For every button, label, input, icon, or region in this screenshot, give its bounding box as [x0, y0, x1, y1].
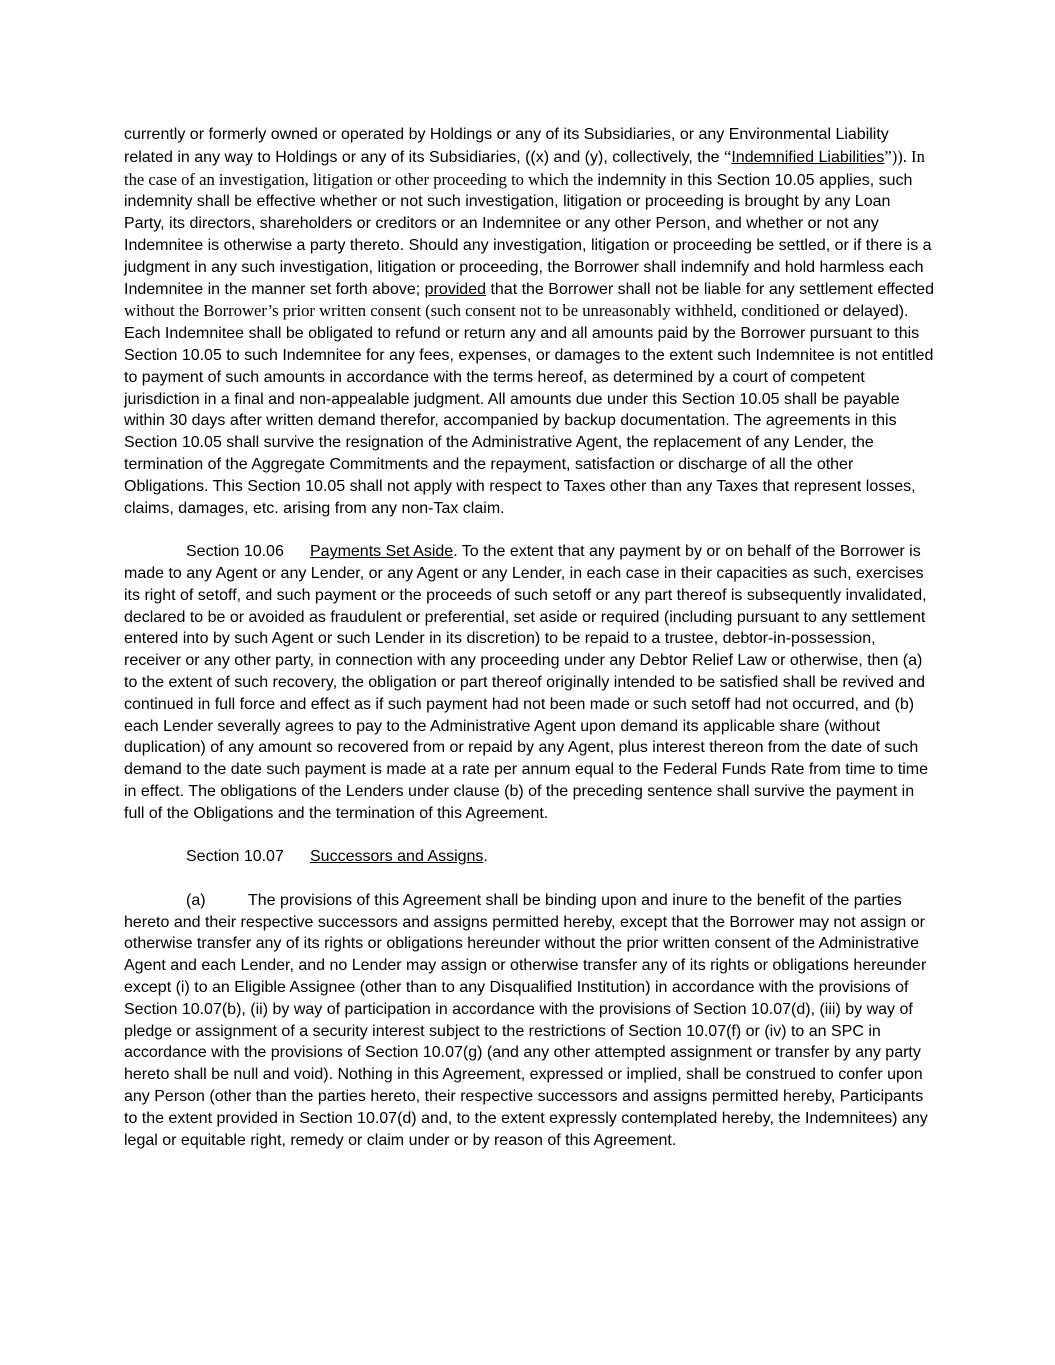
- section-10-07-title-period: .: [483, 848, 488, 866]
- provided-term: provided: [424, 280, 486, 298]
- paragraph-spacer: [124, 519, 934, 541]
- section-10-06-number: Section 10.06: [186, 543, 284, 561]
- p1-open-quote: “: [723, 146, 732, 166]
- section-10-06-body: To the extent that any payment by or on behalf of the Borrower is made to any Agent or any Lender, or any Agent or any Lender, in each case in their capacities as such, exercises its right of setoff, and such payment or the proceeds of such setoff or any part thereof is subsequently invalidated, declared to be or avoided as fraudulent or preferential, set aside or required (including pursuant to any settlement entered into by such Agent or such Lender in its discretion) to be repaid to a trustee, debtor-in-possession, receiver or any other party, in connection with any proceeding under any Debtor Relief Law or otherwise, then (a) to the extent of such recovery, the obligation or part thereof originally intended to be satisfied shall be revived and continued in full force and effect as if such payment had not been made or such setoff had not occurred, and (b) each Lender severally agrees to pay to the Administrative Agent upon demand its applicable share (without duplication) of any amount so recovered from or repaid by any Agent, plus interest thereon from the date of such demand to the date such payment is made at a rate per annum equal to the Federal Funds Rate from time to time in effect. The obligations of the Lenders under clause (b) of the preceding sentence shall survive the payment in full of the Obligations and the termination of this Agreement.: [124, 543, 928, 822]
- p1-text-e: without the Borrower’s prior written consent (such consent not to be unreasonably withheld, conditioned: [124, 301, 820, 321]
- paragraph-spacer: [124, 868, 934, 890]
- section-10-07-heading: [124, 846, 934, 868]
- section-10-07-title: Successors and Assigns: [310, 848, 484, 866]
- p1-text-d: that the Borrower shall not be liable for any settlement effected: [486, 280, 934, 298]
- p1-text-f: or delayed). Each Indemnitee shall be obligated to refund or return any and all amounts paid by the Borrower pursuant to this Section 10.05 to such Indemnitee for any fees, expenses, or damages to the extent such Indemnitee is not entitled to payment of such amounts in accordance with the terms hereof, as determined by a court of competent jurisdiction in a final and non-appealable judgment. All amounts due under this Section 10.05 shall be payable within 30 days after written demand therefor, accompanied by backup documentation. The agreements in this Section 10.05 shall survive the resignation of the Administrative Agent, the replacement of any Lender, the termination of the Aggregate Commitments and the repayment, satisfaction or discharge of all the other Obligations. This Section 10.05 shall not apply with respect to Taxes other than any Taxes that represent losses, claims, damages, etc. arising from any non-Tax claim.: [124, 303, 934, 517]
- subsection-a-label: (a): [186, 891, 206, 909]
- section-10-06: [124, 541, 934, 824]
- p1-text-a: currently or formerly owned or operated by Holdings or any of its Subsidiaries, or any Environmental Liability related in any way to Holdings or any of its Subsidiaries, ((x) and (y), collectively, the: [124, 126, 889, 166]
- section-10-07-number: Section 10.07: [186, 848, 284, 866]
- p1-text-c: indemnity in this Section 10.05 applies, such indemnity shall be effective whether or not such investigation, litigation or proceeding is brought by any Loan Party, its directors, shareholders or creditors or an Indemnitee or any other Person, and whether or not any Indemnitee is otherwise a party thereto. Should any investigation, litigation or proceeding be settled, or if there is a judgment in any such investigation, litigation or proceeding, the Borrower shall indemnify and hold harmless each Indemnitee in the manner set forth above;: [124, 171, 932, 298]
- defined-term-indemnified-liabilities: Indemnified Liabilities: [731, 148, 885, 166]
- p1-close-quote: ”)).: [884, 146, 907, 166]
- document-page: [124, 124, 934, 1151]
- paragraph-indemnification-continued: [124, 124, 934, 519]
- section-10-07-a: [124, 890, 934, 1152]
- paragraph-spacer: [124, 825, 934, 847]
- section-10-06-title: Payments Set Aside: [310, 543, 454, 561]
- subsection-a-body: The provisions of this Agreement shall be binding upon and inure to the benefit of the parties hereto and their respective successors and assigns permitted hereby, except that the Borrower may not assign or otherwise transfer any of its rights or obligations hereunder without the prior written consent of the Administrative Agent and each Lender, and no Lender may assign or otherwise transfer any of its rights or obligations hereunder except (i) to an Eligible Assignee (other than to any Disqualified Institution) in accordance with the provisions of Section 10.07(b), (ii) by way of participation in accordance with the provisions of Section 10.07(d), (iii) by way of pledge or assignment of a security interest subject to the restrictions of Section 10.07(f) or (iv) to an SPC in accordance with the provisions of Section 10.07(g) (and any other attempted assignment or transfer by any party hereto shall be null and void). Nothing in this Agreement, expressed or implied, shall be construed to confer upon any Person (other than the parties hereto, their respective successors and assigns permitted hereby, Participants to the extent provided in Section 10.07(d) and, to the extent expressly contemplated hereby, the Indemnitees) any legal or equitable right, remedy or claim under or by reason of this Agreement.: [124, 891, 928, 1149]
- section-10-06-title-period: .: [453, 543, 458, 561]
- p1-text-b: In the case of an investigation, litigation or other proceeding to which the: [124, 146, 925, 189]
